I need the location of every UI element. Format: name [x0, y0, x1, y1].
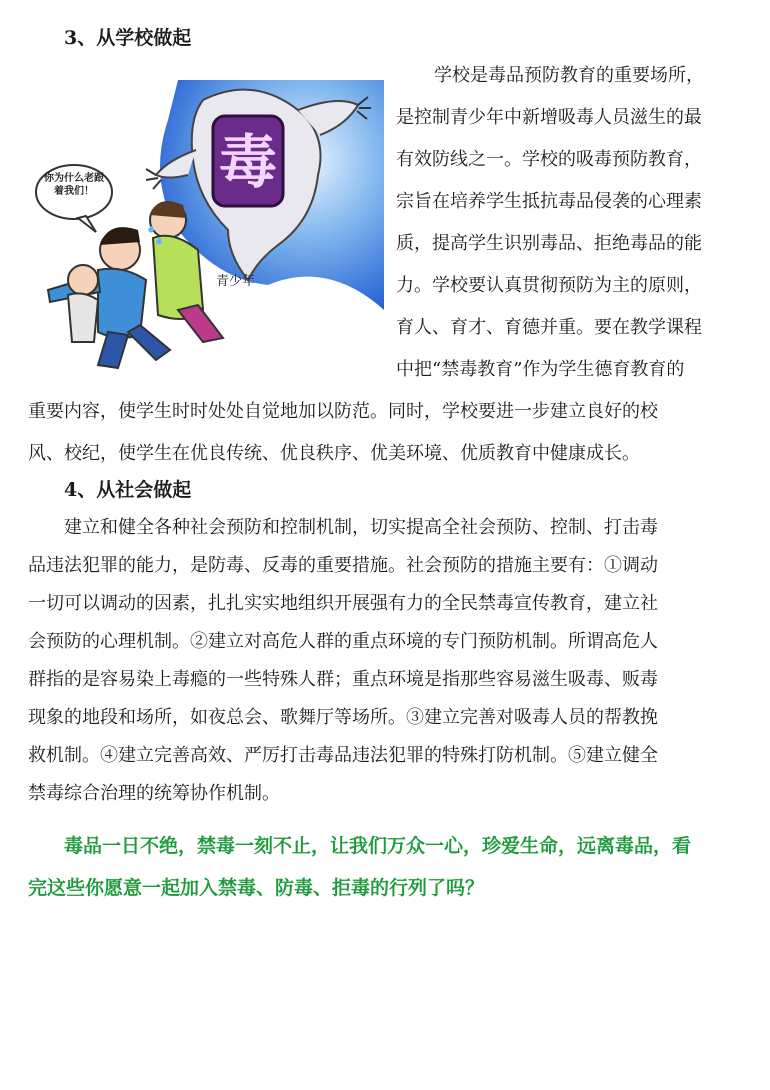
- body-line: 品违法犯罪的能力，是防毒、反毒的重要措施。社会预防的措施主要有：①调动: [28, 555, 658, 576]
- body-line: 禁毒综合治理的统筹协作机制。: [28, 783, 280, 804]
- body-line: 质，提高学生识别毒品、拒绝毒品的能: [396, 233, 702, 254]
- boy2-head: [68, 265, 98, 295]
- section-heading-society: 4、从社会做起: [64, 479, 192, 501]
- body-line: 有效防线之一。学校的吸毒预防教育，: [396, 149, 702, 170]
- body-line: 现象的地段和场所，如夜总会、歌舞厅等场所。③建立完善对吸毒人员的帮教挽: [28, 707, 658, 728]
- girl-legs: [178, 305, 223, 342]
- illustration-svg: [28, 80, 384, 370]
- boy-leg-right: [128, 325, 170, 360]
- body-line: 救机制。④建立完善高效、严厉打击毒品违法犯罪的特殊打防机制。⑤建立健全: [28, 745, 658, 766]
- body-line: 是控制青少年中新增吸毒人员滋生的最: [396, 107, 702, 128]
- speech-bubble-tail: [78, 216, 96, 232]
- boy-leg-left: [98, 332, 128, 368]
- closing-line: 毒品一日不绝，禁毒一刻不止，让我们万众一心，珍爱生命，远离毒品，看: [64, 835, 692, 857]
- closing-line: 完这些你愿意一起加入禁毒、防毒、拒毒的行列了吗？: [28, 877, 485, 899]
- boy-hair: [100, 227, 140, 245]
- boy2-shirt: [68, 293, 98, 342]
- body-line: 学校是毒品预防教育的重要场所，: [434, 65, 704, 86]
- drug-glyph: 毒: [218, 128, 278, 196]
- body-line: 群指的是容易染上毒瘾的一些特殊人群；重点环境是指那些容易滋生吸毒、贩毒: [28, 669, 658, 690]
- body-line: 一切可以调动的因素，扎扎实实地组织开展强有力的全民禁毒宣传教育，建立社: [28, 593, 658, 614]
- body-line: 会预防的心理机制。②建立对高危人群的重点环境的专门预防机制。所谓高危人: [28, 631, 658, 652]
- anti-drug-illustration: [28, 80, 384, 370]
- body-line: 宗旨在培养学生抵抗毒品侵袭的心理素: [396, 191, 702, 212]
- section-heading-school: 3、从学校做起: [64, 27, 192, 49]
- speech-text: 你为什么老跟着我们！: [44, 173, 104, 197]
- body-line: 建立和健全各种社会预防和控制机制，切实提高全社会预防、控制、打击毒: [64, 517, 658, 538]
- body-line: 育人、育才、育德并重。要在教学课程: [396, 317, 702, 338]
- body-line: 风、校纪，使学生在优良传统、优良秩序、优美环境、优质教育中健康成长。: [28, 443, 640, 464]
- body-line: 力。学校要认真贯彻预防为主的原则，: [396, 275, 702, 296]
- youth-tag: 青少年: [216, 274, 256, 289]
- body-line: 重要内容，使学生时时处处自觉地加以防范。同时，学校要进一步建立良好的校: [28, 401, 658, 422]
- body-line: 中把“禁毒教育”作为学生德育教育的: [396, 359, 685, 380]
